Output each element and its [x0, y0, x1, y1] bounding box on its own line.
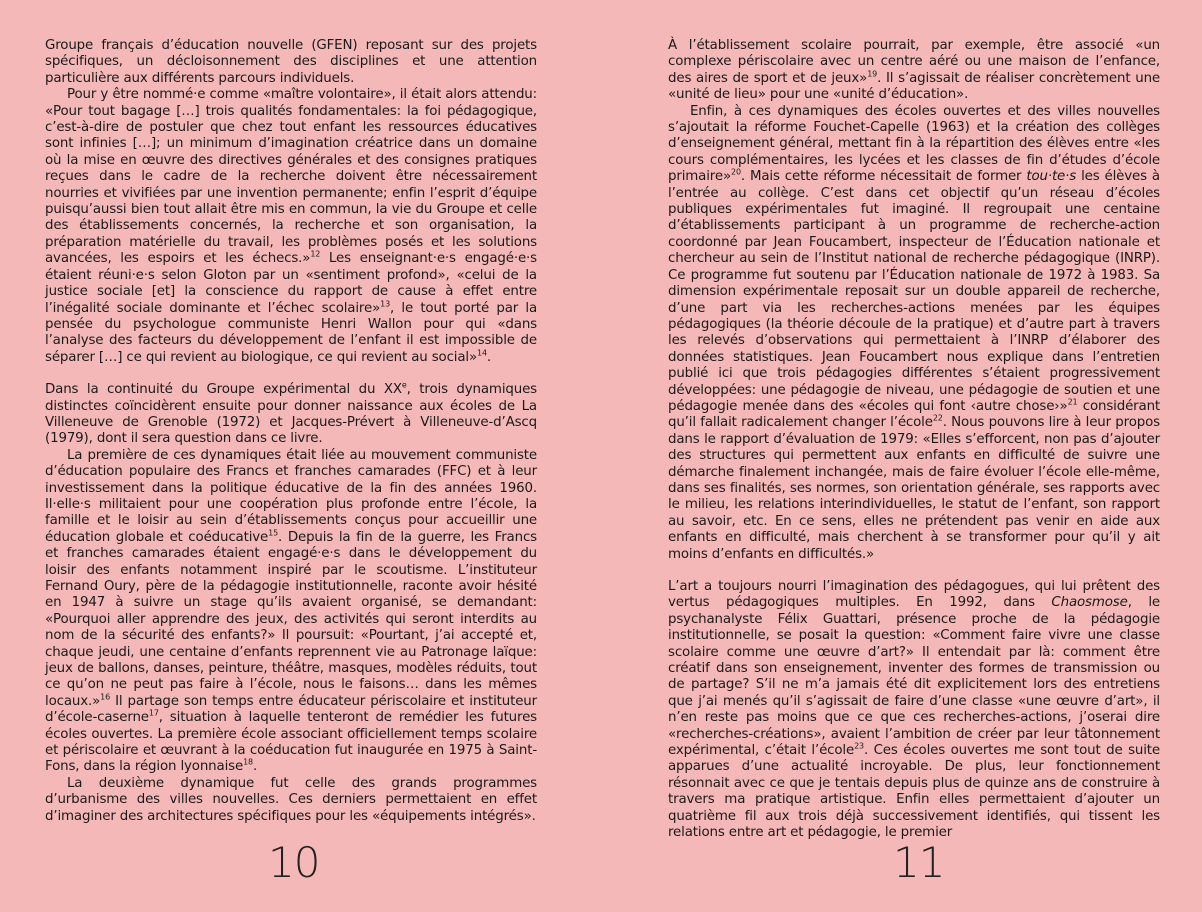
text-run: . Depuis la fin de la guerre, les Francs et franches camarades étaient engagé·e·s dans le développement du loisir des enfants notamment inspiré par le scoutisme. L’instituteur Fernand Oury, père de la pédagogie institutionnelle, raconte avoir hésité en 1947 à suivre un stage qu’ils avaient organisé, se demandant: «Pourquoi aller apprendre des jeux, des activités qui seront interdits au nom de la sécurité des enfants?» Il poursuit: «Pourtant, j’ai accepté et, chaque jeudi, une centaine d’enfants reprennent vie au Patronage laïque: jeux de ballons, danses, peinture, théâtre, masques, modèles réduits, tout ce qu’on ne peut pas faire à l’école, nous le faisons… dans les mêmes locaux.»: [45, 529, 537, 709]
left-page: [45, 38, 537, 825]
text-run: considérant qu’il fallait radicalement changer l’école: [668, 398, 1161, 431]
footnote-ref: 16: [100, 692, 111, 702]
text-run: Pour y être nommé·e comme «maître volontaire», il était alors attendu: «Pour tout bagage […] trois qualités fondamentales: la foi pédagogique, c’est-à-dire de postuler que chez tout enfant les ressources éducatives sont infinies […]; un minimum d’imagination créatrice dans un domaine où la mise en œuvre des directives générales et des consignes pratiques reçues dans le cadre de la recherche doivent être nécessairement nourries et vivifiées par une invention permanente; enfin l’esprit d’équipe puisqu’aussi bien tout allait être mis en commun, la vie du Groupe et celle des établissements concernés, la recherche et son organisation, la préparation matérielle du travail, les problèmes posés et les solutions avancées, les espoirs et les échecs.»: [45, 87, 537, 267]
paragraph: [45, 87, 537, 366]
text-run: Dans la continuité du Groupe expérimental du XX: [45, 382, 402, 398]
footnote-ref: 18: [243, 758, 253, 767]
footnote-ref: 22: [932, 413, 943, 423]
footnote-ref: e: [401, 380, 407, 390]
paragraph: [668, 579, 1160, 842]
text-run: , trois dynamiques distinctes coïncidèrent ensuite pour donner naissance aux écoles de La Villeneuve de Grenoble (1972) et Jacques-Prévert à Villeneuve-d’Ascq (1979), dont il sera question dans ce livre.: [45, 382, 537, 447]
page-number: 11: [893, 838, 945, 887]
text-run: Il partage son temps entre éducateur périscolaire et instituteur d’école-caserne: [45, 693, 537, 726]
paragraph: [45, 38, 537, 87]
paragraph: [45, 382, 537, 448]
text-run: les élèves à l’entrée au collège. C’est dans cet objectif qu’un réseau d’écoles publiques expérimentales fut imaginé. Il regroupait une centaine d’établissements participant à un programme de recherche-action coordonné par Jean Foucambert, inspecteur de l’Éducation nationale et chercheur au sein de l’Institut national de recherche pédagogique (INRP). Ce programme fut soutenu par l’Éducation nationale de 1972 à 1983. Sa dimension expérimentale reposait sur un double appareil de recherche, d’une part via les recherches-actions menées par les équipes pédagogiques (la théorie découle de la pratique) et d’autre part à travers les relevés d’observations qui permettaient à l’INRP d’élaborer des données statistiques. Jean Foucambert nous explique dans l’entretien publié ici que trois pédagogies différentes s’étaient progressivement développées: une pédagogie de niveau, une pédagogie de soutien et une pédagogie menée dans des «écoles qui font ‹autre chose›»: [668, 169, 1160, 414]
text-run: Groupe français d’éducation nouvelle (GFEN) reposant sur des projets spécifiques, un décloisonnement des disciplines et une attention particulière aux différents parcours individuels.: [45, 38, 537, 86]
page-number: 10: [268, 838, 320, 887]
footnote-ref: 13: [380, 299, 391, 309]
footnote-ref: 14: [477, 348, 487, 358]
right-page: [668, 38, 1160, 842]
text-run: , le psychanalyste Félix Guattari, présence proche de la pédagogie institutionnelle, se posait la question: «Comment faire vivre une classe scolaire comme une œuvre d’art?» Il entendait par là: comment être créatif dans son enseignement, inventer des formes de transmission ou de partage? S’il ne m’a jamais été dit explicitement lors des entretiens que j’ai menés qu’il s’agissait de faire d’une classe «une œuvre d’art», il n’en reste pas moins que ce que ces recherches-actions, j’oserai dire «recherches-créations», avaient l’ambition de créer par leur tâtonnement expérimental, c’était l’école: [668, 595, 1160, 759]
footnote-ref: 12: [310, 249, 321, 259]
text-run: Les enseignant·e·s engagé·e·s étaient réuni·e·s selon Gloton par un «sentiment profond», «celui de la justice sociale [et] la conscience du rapport de cause à effet entre l’inégalité sociale dominante et l’échec scolaire»: [45, 251, 537, 316]
footnote-ref: 19: [867, 69, 878, 79]
text-run: La première de ces dynamiques était liée au mouvement communiste d’éducation populaire des Francs et franches camarades (FFC) et à leur investissement dans la politique éducative de la fin des années 1960. Il·elle·s militaient pour une coopération plus profonde entre l’école, la famille et le loisir au sein d’établissements conçus pour accueillir une éducation globale et coéducative: [45, 447, 537, 545]
text-run: , le tout porté par la pensée du psychologue communiste Henri Wallon pour qui «dans l’analyse des facteurs du développement de l’enfant il est impossible de séparer […] ce qui revient au biologique, ce qui revient au social»: [45, 300, 538, 365]
footnote-ref: 23: [854, 741, 864, 751]
text-run: Enfin, à ces dynamiques des écoles ouvertes et des villes nouvelles s’ajoutait la réforme Fouchet-Capelle (1963) et la création des collèges d’enseignement général, mettant fin à la répartition des élèves entre «les cours complémentaires, les lycées et les classes de fin d’études d’école primaire»: [668, 103, 1160, 185]
paragraph: [668, 104, 1160, 563]
text-run: , situation à laquelle tenteront de remédier les futures écoles ouvertes. La première école associant officiellement temps scolaire et périscolaire et œuvrant à la coéducation fut inaugurée en 1975 à Saint-Fons, dans la région lyonnaise: [45, 710, 537, 775]
emphasis-text: tou·te·s: [1026, 169, 1077, 185]
footnote-ref: 15: [268, 528, 279, 538]
footnote-ref: 17: [148, 708, 159, 718]
paragraph: [45, 776, 537, 825]
paragraph: [45, 448, 537, 776]
text-run: L’art a toujours nourri l’imagination des pédagogues, qui lui prêtent des vertus pédagogiques multiples. En 1992, dans: [668, 579, 1160, 611]
text-run: .: [486, 349, 492, 365]
text-run: . Mais cette réforme nécessitait de former: [740, 169, 1027, 185]
footnote-ref: 20: [731, 167, 741, 177]
emphasis-text: Chaosmose: [1051, 595, 1128, 611]
text-run: À l’établissement scolaire pourrait, par exemple, être associé «un complexe périscolaire avec un centre aéré ou une maison de l’enfance, des aires de sport et de jeux»: [668, 38, 1160, 86]
text-run: .: [252, 759, 258, 775]
text-run: . Il s’agissait de réaliser concrètement une «unité de lieu» pour une «unité d’éducation».: [668, 70, 1161, 103]
text-run: La deuxième dynamique fut celle des grands programmes d’urbanisme des villes nouvelles. Ces derniers permettaient en effet d’imaginer des architectures spécifiques pour les «équipements intégrés».: [45, 775, 537, 824]
footnote-ref: 21: [1067, 397, 1078, 407]
text-run: . Nous pouvons lire à leur propos dans le rapport d’évaluation de 1979: «Elles s’efforcent, non pas d’ajouter des structures qui permettent aux enfants en difficulté de suivre une démarche finalement inchangée, mais de faire évoluer l’école elle-même, dans ses finalités, ses normes, son orientation générale, ses rapports avec le milieu, les relations interindividuelles, le statut de l’enfant, son rapport au savoir, etc. En ce sens, elles ne prétendent pas venir en aide aux enfants en difficulté, mais cherchent à se transformer pour qu’il y ait moins d’enfants en difficultés.»: [668, 415, 1160, 562]
paragraph: [668, 38, 1160, 104]
text-run: . Ces écoles ouvertes me sont tout de suite apparues d’une actualité incroyable. De plus, leur fonctionnement résonnait avec ce que je tentais depuis plus de quinze ans de construire à travers ma pratique artistique. Enfin elles permettaient d’ajouter un quatrième fil aux trois déjà successivement identifiés, qui tissent les relations entre art et pédagogie, le premier: [668, 743, 1160, 841]
